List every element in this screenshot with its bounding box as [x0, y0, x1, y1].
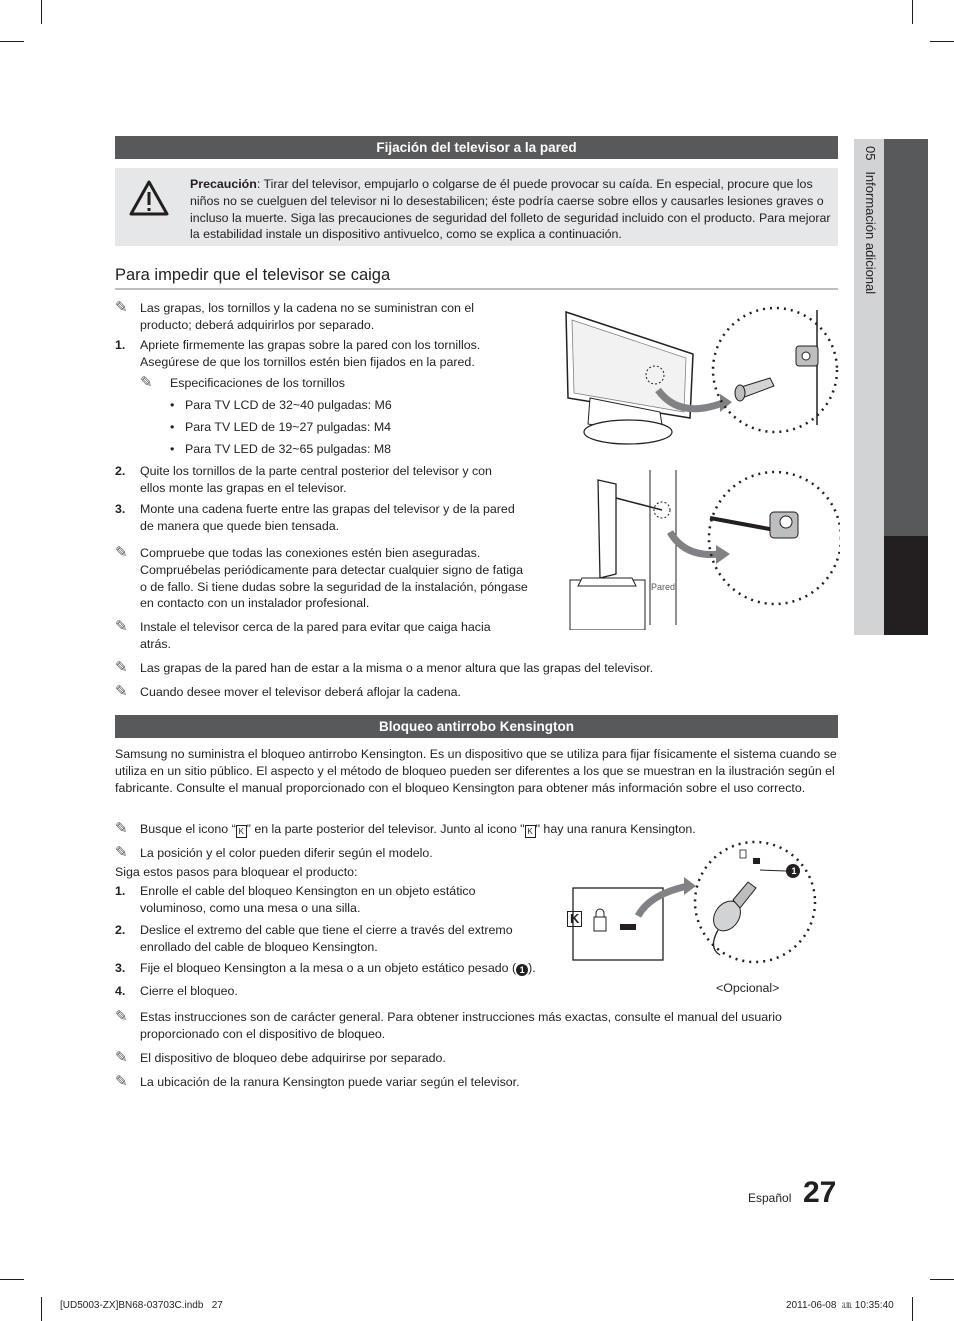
- note-text: Compruebe que todas las conexiones estén bien aseguradas. Compruébelas periódicamente para detectar cualquier signo de fatiga o de fallo. Si tiene dudas sobre la seguridad de la instalación, póngase en contacto con un instalador profesional.: [140, 546, 528, 611]
- note-text-part: Busque el icono “: [140, 822, 236, 836]
- step-number: 2.: [115, 464, 126, 478]
- pencil-note-icon: ✎: [140, 374, 153, 391]
- crop-mark: [41, 1297, 42, 1321]
- footer-language: Español: [748, 1191, 792, 1205]
- pencil-note-icon: ✎: [115, 1008, 128, 1025]
- note-text: La ubicación de la ranura Kensington puede variar según el televisor.: [140, 1075, 520, 1089]
- step-text: Quite los tornillos de la parte central posterior del televisor y con ellos monte las grapas en el televisor.: [140, 464, 492, 495]
- list-item-text: Para TV LED de 19~27 pulgadas: M4: [185, 420, 392, 434]
- tv-wall-bracket-illustration: [560, 300, 840, 480]
- footer-timestamp: [786, 1299, 894, 1312]
- crop-mark: [912, 1297, 913, 1321]
- step-number: 4.: [115, 984, 126, 998]
- bullet-icon: •: [170, 420, 175, 434]
- note-text: Las grapas, los tornillos y la cadena no se suministran con el producto; deberá adquirirlos por separado.: [140, 301, 475, 332]
- crop-mark: [930, 41, 954, 42]
- caution-box: [115, 168, 838, 246]
- section-heading: Para impedir que el televisor se caiga: [115, 264, 838, 290]
- chapter-tab-marker: [884, 536, 928, 635]
- list-item-text: Para TV LED de 32~65 pulgadas: M8: [185, 442, 392, 456]
- warning-icon: [129, 180, 169, 216]
- optional-label: <Opcional>: [716, 981, 780, 995]
- pencil-note-icon: ✎: [115, 683, 128, 700]
- pencil-note-icon: ✎: [115, 544, 128, 561]
- crop-mark: [0, 1279, 24, 1280]
- footer-time: 10:35:40: [854, 1300, 894, 1311]
- step-number: 2.: [115, 923, 126, 937]
- pencil-note-icon: ✎: [115, 820, 128, 837]
- section-bar-kensington: Bloqueo antirrobo Kensington: [115, 715, 838, 738]
- note-text: Las grapas de la pared han de estar a la misma o a menor altura que las grapas del televisor.: [140, 661, 654, 675]
- bullet-icon: •: [170, 398, 175, 412]
- crop-mark: [0, 41, 24, 42]
- page-number: 27: [803, 1176, 837, 1209]
- footer-time-marker: ㏂: [841, 1300, 852, 1311]
- wall-label: Pared: [651, 582, 676, 592]
- chapter-number: 05: [863, 146, 878, 161]
- step-number: 1.: [115, 338, 126, 352]
- crop-mark: [930, 1279, 954, 1280]
- tv-side-view-illustration: [560, 470, 840, 630]
- pencil-note-icon: ✎: [115, 1049, 128, 1066]
- figure-callout-number: 1: [791, 866, 797, 876]
- bullet-icon: •: [170, 442, 175, 456]
- step-number: 3.: [115, 961, 126, 975]
- kensington-icon: K: [525, 825, 536, 838]
- step-number: 3.: [115, 502, 126, 516]
- pencil-note-icon: ✎: [115, 618, 128, 635]
- kensington-icon: K: [236, 825, 247, 838]
- note-text: Especificaciones de los tornillos: [170, 376, 345, 390]
- footer-file-name: [UD5003-ZX]BN68-03703C.indb 27: [60, 1300, 223, 1311]
- note-text-part: ” en la parte posterior del televisor. Junto al icono ": [246, 822, 525, 836]
- note-text: La posición y el color pueden diferir según el modelo.: [140, 846, 433, 860]
- caution-label: Precaución: [190, 177, 257, 191]
- step-text: [140, 960, 565, 977]
- step-text: Cierre el bloqueo.: [140, 984, 238, 998]
- step-text-part: ).: [528, 961, 536, 975]
- chapter-title: Información adicional: [863, 171, 878, 295]
- pencil-note-icon: ✎: [115, 299, 128, 316]
- pencil-note-icon: ✎: [115, 844, 128, 861]
- kensington-k-label: [567, 911, 597, 927]
- step-text: Apriete firmemente las grapas sobre la pared con los tornillos. Asegúrese de que los tornillos estén bien fijados en la pared.: [140, 338, 481, 369]
- step-text: Deslice el extremo del cable que tiene el cierre a través del extremo enrollado del cable de bloqueo Kensington.: [140, 923, 513, 954]
- crop-mark: [41, 0, 42, 24]
- crop-mark: [912, 0, 913, 24]
- chapter-tab-label: [860, 146, 880, 446]
- pencil-note-icon: ✎: [115, 1073, 128, 1090]
- caution-text: [190, 176, 835, 243]
- footer-date: 2011-06-08: [786, 1300, 837, 1311]
- note-text-part: " hay una ranura Kensington.: [535, 822, 696, 836]
- note-text: Cuando desee mover el televisor deberá aflojar la cadena.: [140, 685, 461, 699]
- kensington-lock-illustration: [570, 840, 825, 980]
- section-bar-wall-mount: Fijación del televisor a la pared: [115, 136, 838, 159]
- step-text: Enrolle el cable del bloqueo Kensington en un objeto estático voluminoso, como una mesa o una silla.: [140, 884, 476, 915]
- caution-body: : Tirar del televisor, empujarlo o colgarse de él puede provocar su caída. En especial, procure que los niños no se cuelguen del televisor ni lo desestabilicen; éste podría caerse sobre ellos y causarles lesiones graves o incluso la muerte. Siga las precauciones de seguridad del folleto de seguridad incluido con el producto. Para mejorar la estabilidad instale un dispositivo antivuelco, como se explica a continuación.: [190, 177, 831, 242]
- note-text: [140, 821, 810, 838]
- note-text: El dispositivo de bloqueo debe adquirirse por separado.: [140, 1051, 446, 1065]
- list-item-text: Para TV LCD de 32~40 pulgadas: M6: [185, 398, 392, 412]
- step-text: Monte una cadena fuerte entre las grapas del televisor y de la pared de manera que quede bien tensada.: [140, 502, 515, 533]
- kensington-lead: Siga estos pasos para bloquear el producto:: [115, 865, 358, 879]
- kensington-intro: Samsung no suministra el bloqueo antirrobo Kensington. Es un dispositivo que se utiliza para fijar físicamente el sistema cuando se utiliza en un sitio público. El aspecto y el método de bloqueo pueden ser diferentes a los que se muestran en la ilustración según el fabricante. Consulte el manual proporcionado con el bloqueo Kensington para obtener más información sobre el uso correcto.: [115, 747, 837, 795]
- callout-number-icon: 1: [516, 964, 528, 976]
- step-number: 1.: [115, 884, 126, 898]
- step-text-part: Fije el bloqueo Kensington a la mesa o a un objeto estático pesado (: [140, 961, 517, 975]
- pencil-note-icon: ✎: [115, 659, 128, 676]
- note-text: Estas instrucciones son de carácter general. Para obtener instrucciones más exactas, consulte el manual del usuario proporcionado con el dispositivo de bloqueo.: [140, 1010, 782, 1041]
- note-text: Instale el televisor cerca de la pared para evitar que caiga hacia atrás.: [140, 620, 491, 651]
- kensington-k-box: K: [567, 911, 582, 927]
